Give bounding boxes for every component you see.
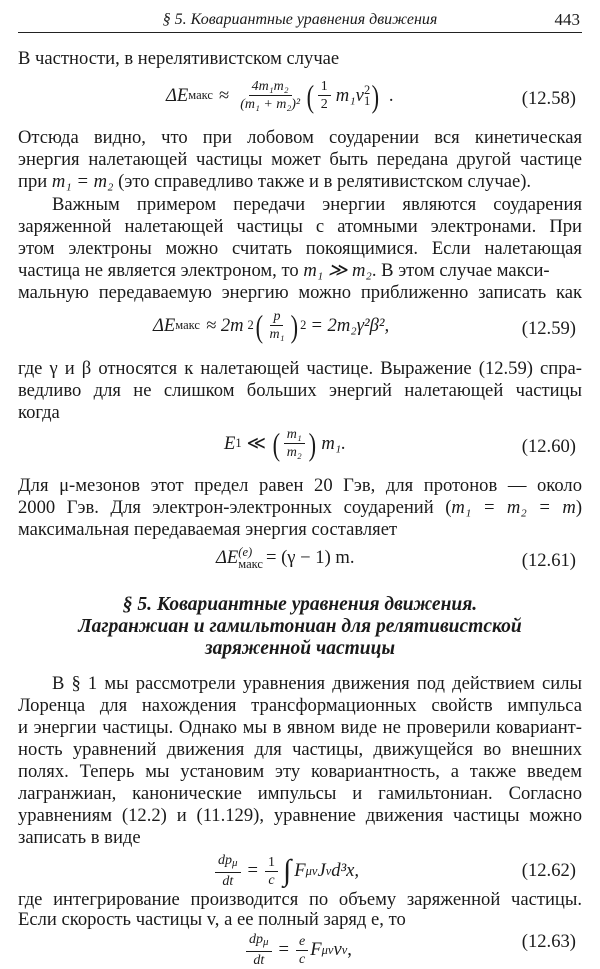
eq-numerator: e: [296, 933, 308, 951]
eq-subscript: 1: [363, 93, 371, 108]
eq-rhs: = 2m₂γ²β²,: [310, 314, 390, 336]
running-title: § 5. Ковариантные уравнения движения: [162, 11, 438, 28]
text-line: мальную передаваемую энергию можно приближенно записать как: [18, 282, 582, 303]
eq-numerator: dp: [218, 853, 232, 868]
eq-subscript: ν: [341, 942, 348, 957]
text-line: максимальная передаваемая энергия составляет: [18, 519, 398, 540]
text-line: В § 1 мы рассмотрели уравнения движения под действием силы: [52, 673, 582, 694]
text-line: заряженной налетающей частицы с атомными электронами. При: [18, 216, 582, 237]
eq-subscript: макс: [175, 318, 200, 332]
eq-punct: ,: [347, 939, 352, 960]
equation-number: (12.63): [521, 931, 576, 952]
text-line: Лоренца для нахождения трансформационных свойств импульса: [18, 695, 582, 716]
eq-subscript: макс: [238, 557, 263, 571]
eq-numerator: 1: [265, 854, 278, 872]
eq-subscript: макс: [188, 88, 213, 102]
eq-denominator: (m₁ + m₂)²: [240, 97, 301, 112]
eq-paren: (: [272, 425, 281, 462]
eq-paren: (: [306, 77, 315, 114]
text-line: где интегрирование производится по объему заряженной частицы.: [18, 889, 582, 910]
eq-symbol: d³x,: [331, 860, 360, 881]
eq-paren: ): [291, 307, 299, 344]
text-run: частица не является электроном, то: [18, 260, 304, 281]
equation-12-62: [18, 852, 582, 892]
eq-numerator: p: [270, 308, 283, 326]
equation-number: (12.60): [521, 436, 576, 457]
section-heading-line-3: заряженной частицы: [204, 638, 395, 659]
text-line: [18, 170, 582, 194]
text-line: ность уравнений движения для частицы, движущейся во внешних: [18, 739, 582, 760]
text-line: энергия налетающей частицы может быть передана другой частице: [18, 149, 582, 170]
text-line: уравнениям (12.2) и (11.129), уравнение движения частицы можно: [18, 805, 582, 826]
equation-12-61: [18, 544, 582, 580]
eq-denominator: m₂: [286, 445, 302, 460]
eq-denominator: c: [299, 951, 306, 967]
eq-denominator: c: [268, 872, 275, 888]
eq-superscript: (e): [238, 545, 253, 559]
eq-fraction: [246, 931, 272, 969]
text-line: [18, 496, 582, 520]
eq-operator: =: [247, 860, 259, 881]
eq-paren: (: [255, 307, 263, 344]
text-line: [18, 259, 582, 283]
eq-subscript: μν: [305, 863, 318, 878]
eq-symbol: ΔE: [166, 84, 189, 106]
eq-numerator: m₁: [284, 426, 305, 444]
eq-integral: ∫: [283, 854, 292, 887]
equation-12-58: [18, 74, 582, 122]
eq-symbol: ΔE: [216, 547, 239, 568]
text-line: и энергии частицы. Однако мы в явном виде не проверили ковариант-: [18, 717, 582, 738]
equation-12-59: [18, 306, 582, 352]
text-line: лагранжиан, канонические импульсы и гамильтониан. Согласно: [18, 783, 582, 804]
eq-numerator: dp: [249, 932, 263, 947]
eq-supsub: [238, 546, 263, 570]
eq-fraction: [266, 308, 287, 343]
eq-symbol: F: [294, 860, 306, 881]
section-heading-line-1: § 5. Ковариантные уравнения движения.: [122, 594, 478, 615]
text-run: (это справедливо также и в релятивистском случае).: [113, 171, 532, 192]
eq-symbol: F: [310, 939, 322, 960]
text-line: Важным примером передачи энергии являются соударения: [52, 194, 582, 215]
eq-fraction: [284, 426, 305, 461]
text-line: Для μ-мезонов этот предел равен 20 Гэв, для протонов — около: [18, 475, 582, 496]
eq-denominator: 2: [320, 97, 328, 112]
running-header: [18, 6, 582, 33]
eq-subscript: μ: [232, 857, 238, 869]
eq-rhs: m₁.: [321, 432, 346, 454]
eq-symbol: m₁v: [335, 84, 364, 106]
eq-subscript: 2: [247, 318, 254, 332]
equation-number: (12.59): [521, 318, 576, 339]
eq-fraction: [215, 852, 241, 890]
inline-math: m₁ = m₂: [51, 171, 114, 192]
eq-superscript: 2: [363, 82, 371, 97]
eq-operator: ≪: [246, 432, 267, 454]
eq-symbol: E: [224, 432, 236, 454]
eq-symbol: v: [333, 939, 342, 960]
eq-fraction: [318, 78, 331, 113]
equation-number: (12.58): [521, 88, 576, 109]
eq-operator: ≈: [218, 84, 230, 106]
eq-operator: ≈ 2m: [205, 314, 244, 336]
eq-superscript: 2: [300, 318, 307, 332]
text-line: В частности, в нерелятивистском случае: [18, 48, 340, 69]
eq-operator: =: [278, 939, 290, 960]
eq-denominator: m₁: [269, 327, 285, 342]
equation-12-60: [18, 424, 582, 470]
eq-supsub: [363, 82, 371, 108]
eq-fraction: [265, 854, 278, 889]
eq-subscript: μν: [321, 942, 334, 957]
text-line: этом электроны можно считать покоящимися. Если налетающая: [18, 238, 582, 259]
text-line: Если скорость частицы v, а ее полный заряд e, то: [18, 909, 406, 930]
eq-subscript: ν: [325, 863, 332, 878]
text-line: полях. Теперь мы установим эту ковариантность, а также введем: [18, 761, 582, 782]
text-run: . В этом случае макси-: [371, 260, 550, 281]
text-line: Отсюда видно, что при лобовом соударении вся кинетическая: [18, 127, 582, 148]
text-run: 2000 Гэв. Для электрон-электронных соударений (: [18, 497, 452, 518]
eq-denominator: dt: [222, 874, 234, 889]
text-line: ведливо для не слишком больших энергий налетающей частицы: [18, 380, 582, 401]
inline-math: m₁ = m₂ = m: [451, 497, 576, 518]
text-line: где γ и β относятся к налетающей частице. Выражение (12.59) спра-: [18, 358, 582, 379]
eq-numerator: 1: [318, 78, 331, 96]
page-number: 443: [554, 10, 580, 29]
eq-denominator: dt: [253, 953, 265, 968]
text-run: при: [18, 171, 52, 192]
eq-paren: ): [371, 77, 380, 114]
equation-number: (12.61): [521, 550, 576, 571]
eq-subscript: 1: [235, 436, 242, 450]
eq-rhs: = (γ − 1) m.: [265, 547, 355, 568]
section-heading-line-2: Лагранжиан и гамильтониан для релятивистской: [78, 616, 522, 637]
eq-subscript: μ: [263, 936, 269, 948]
eq-fraction: [296, 933, 308, 968]
eq-fraction: [237, 78, 303, 113]
equation-number: (12.62): [521, 860, 576, 881]
text-line: когда: [18, 402, 60, 423]
text-line: записать в виде: [18, 827, 141, 848]
inline-math: m₁ ≫ m₂: [303, 260, 372, 281]
eq-paren: ): [308, 425, 316, 462]
eq-punct: .: [388, 84, 394, 106]
eq-numerator: 4m₁m₂: [249, 78, 292, 96]
eq-symbol: J: [317, 860, 326, 881]
text-run: ): [575, 497, 583, 518]
eq-symbol: ΔE: [153, 314, 176, 336]
